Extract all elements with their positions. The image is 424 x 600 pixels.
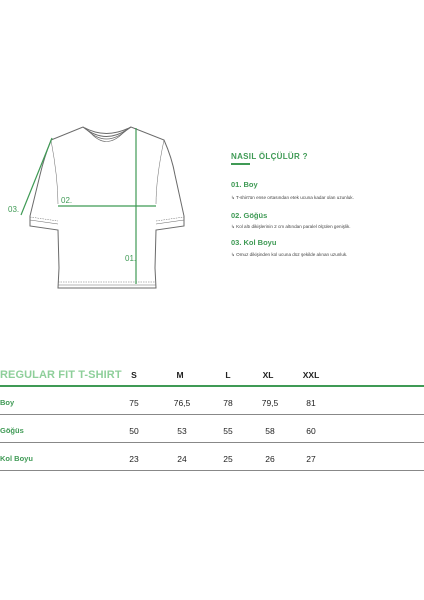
how-to-measure-title: NASIL ÖLÇÜLÜR ?	[231, 152, 308, 161]
size-header-xxl: XXL	[302, 370, 320, 380]
table-cell: 76,5	[173, 398, 191, 408]
size-header-m: M	[176, 370, 184, 380]
table-cell: 75	[129, 398, 139, 408]
measure-title-gogus: 02. Göğüs	[231, 211, 268, 220]
size-header-xl: XL	[262, 370, 274, 380]
size-header-l: L	[225, 370, 231, 380]
table-brand-title: REGULAR FIT T-SHIRT	[0, 369, 122, 381]
size-header-s: S	[131, 370, 137, 380]
measure-title-boy: 01. Boy	[231, 180, 258, 189]
table-cell: 78	[223, 398, 233, 408]
table-cell: 27	[306, 454, 316, 464]
table-cell: 50	[129, 426, 139, 436]
row-label-gogus: Göğüs	[0, 426, 24, 435]
table-cell: 79,5	[261, 398, 279, 408]
table-cell: 26	[265, 454, 275, 464]
measure-line-03	[21, 138, 52, 215]
tshirt-diagram	[0, 118, 210, 318]
table-row-divider	[0, 442, 424, 443]
table-cell: 58	[265, 426, 275, 436]
table-cell: 23	[129, 454, 139, 464]
measure-label-03: 03.	[8, 205, 20, 214]
table-row-divider	[0, 470, 424, 471]
table-cell: 81	[306, 398, 316, 408]
table-row-divider	[0, 414, 424, 415]
table-cell: 24	[177, 454, 187, 464]
measure-label-01: 01.	[125, 254, 137, 263]
measure-desc-boy: ↳ T-shirt'ün ense ortasından etek ucuna kadar olan uzunluk.	[231, 195, 354, 200]
row-label-boy: Boy	[0, 398, 15, 407]
row-label-kol-boyu: Kol Boyu	[0, 454, 33, 463]
table-cell: 25	[223, 454, 233, 464]
how-to-measure-rule	[231, 163, 250, 165]
measure-label-02: 02.	[61, 196, 73, 205]
table-cell: 55	[223, 426, 233, 436]
size-table	[0, 360, 424, 470]
table-cell: 60	[306, 426, 316, 436]
table-header-divider	[0, 385, 424, 387]
measure-title-kol-boyu: 03. Kol Boyu	[231, 238, 277, 247]
measure-desc-kol-boyu: ↳ Omuz dikişinden kol ucuna düz şekilde alınan uzunluk.	[231, 252, 348, 257]
table-cell: 53	[177, 426, 187, 436]
tshirt-outline	[30, 127, 184, 288]
measure-desc-gogus: ↳ Kol altı dikişlerinin 2 cm altından paralel ölçülen genişlik.	[231, 224, 351, 229]
